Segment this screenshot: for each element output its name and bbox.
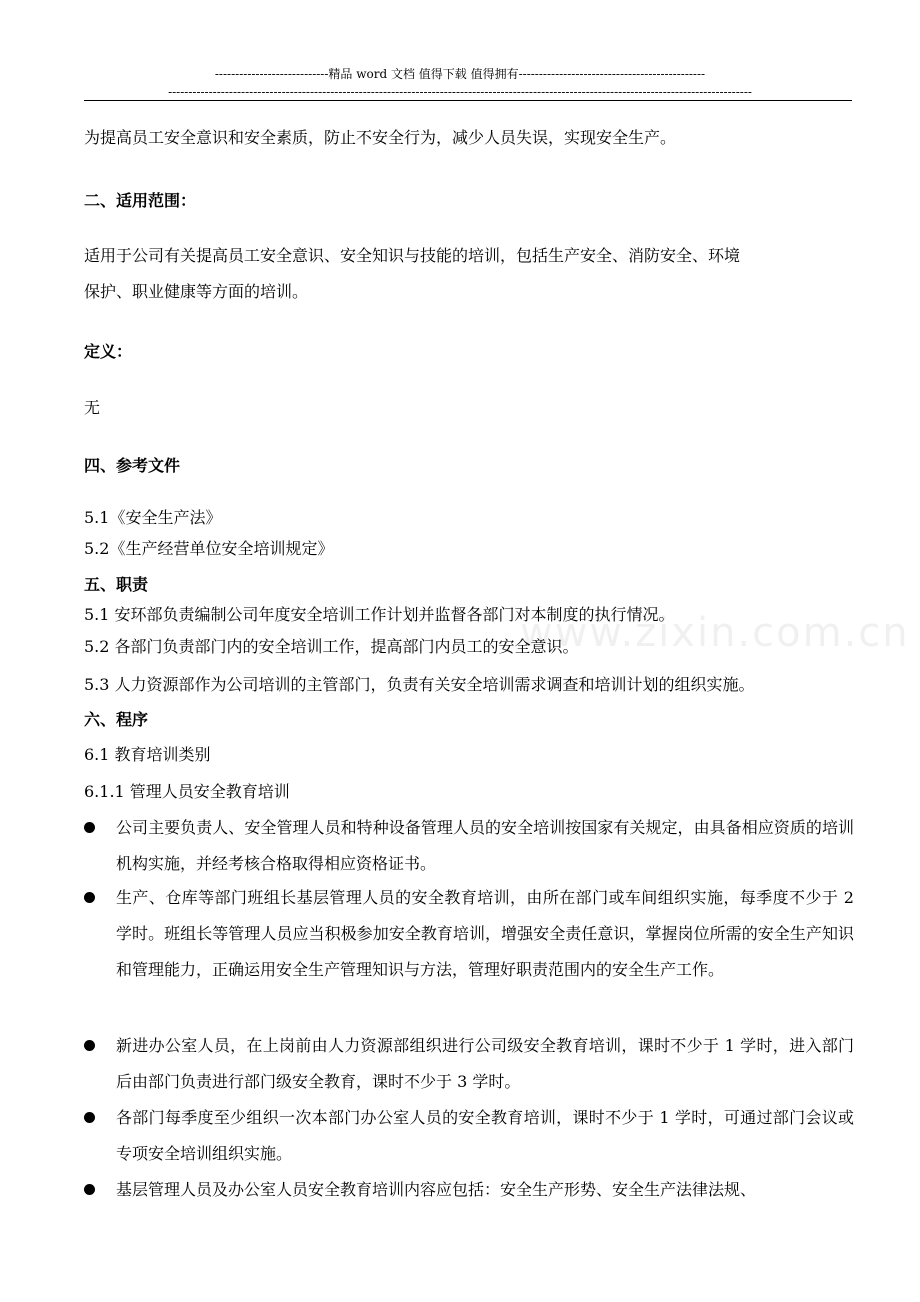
list-item-text: 生产、仓库等部门班组长基层管理人员的安全教育培训，由所在部门或车间组织实施，每季度不少于 2 学时。班组长等管理人员应当积极参加安全教育培训，增强安全责任意识，掌握岗位所需的安全生产知识和管理能力，正确运用安全生产管理知识与方法，管理好职责范围内的安全生产工作。 — [116, 888, 854, 979]
procedure-6-1: 6.1 教育培训类别 — [84, 745, 211, 764]
procedure-heading: 六、程序 — [84, 710, 149, 729]
scope-text-line2: 保护、职业健康等方面的培训。 — [84, 282, 309, 301]
header-banner: ----------------------------精品 word 文档 值得下载 值得拥有---------------------------------------------- — [214, 67, 706, 81]
definition-text: 无 — [84, 398, 101, 417]
definition-heading: 定义： — [84, 342, 133, 361]
reference-item-1: 5.1《安全生产法》 — [84, 508, 222, 527]
watermark: www.zixin.com.cn — [520, 610, 910, 656]
header-rule — [84, 100, 852, 101]
list-item-text: 新进办公室人员，在上岗前由人力资源部组织进行公司级安全教育培训，课时不少于 1 学时，进入部门后由部门负责进行部门级安全教育，课时不少于 3 学时。 — [116, 1036, 854, 1091]
reference-heading: 四、参考文件 — [84, 456, 181, 475]
purpose-text: 为提高员工安全意识和安全素质，防止不安全行为，减少人员失误，实现安全生产。 — [84, 128, 677, 147]
procedure-6-1-1: 6.1.1 管理人员安全教育培训 — [84, 782, 290, 801]
bullet-icon — [84, 1184, 95, 1195]
list-item-text: 公司主要负责人、安全管理人员和特种设备管理人员的安全培训按国家有关规定，由具备相应资质的培训机构实施，并经考核合格取得相应资格证书。 — [116, 818, 854, 873]
scope-text-line1: 适用于公司有关提高员工安全意识、安全知识与技能的培训，包括生产安全、消防安全、环境 — [84, 246, 741, 265]
duty-item-1: 5.1 安环部负责编制公司年度安全培训工作计划并监督各部门对本制度的执行情况。 — [84, 605, 675, 624]
bullet-icon — [84, 822, 95, 833]
duty-item-3: 5.3 人力资源部作为公司培训的主管部门，负责有关安全培训需求调查和培训计划的组织实施。 — [84, 675, 755, 694]
scope-heading: 二、适用范围： — [84, 191, 197, 210]
bullet-icon — [84, 1112, 95, 1123]
list-item-text: 各部门每季度至少组织一次本部门办公室人员的安全教育培训，课时不少于 1 学时，可通过部门会议或专项安全培训组织实施。 — [116, 1108, 854, 1163]
list-item-text: 基层管理人员及办公室人员安全教育培训内容应包括：安全生产形势、安全生产法律法规、 — [116, 1180, 757, 1199]
bullet-icon — [84, 892, 95, 903]
reference-item-2: 5.2《生产经营单位安全培训规定》 — [84, 539, 334, 558]
duty-heading: 五、职责 — [84, 575, 149, 594]
bullet-icon — [84, 1040, 95, 1051]
header-dash-line: ------------------------------------------------------------------------------------------------------------------------------------------------ — [168, 85, 752, 99]
duty-item-2: 5.2 各部门负责部门内的安全培训工作，提高部门内员工的安全意识。 — [84, 637, 579, 656]
